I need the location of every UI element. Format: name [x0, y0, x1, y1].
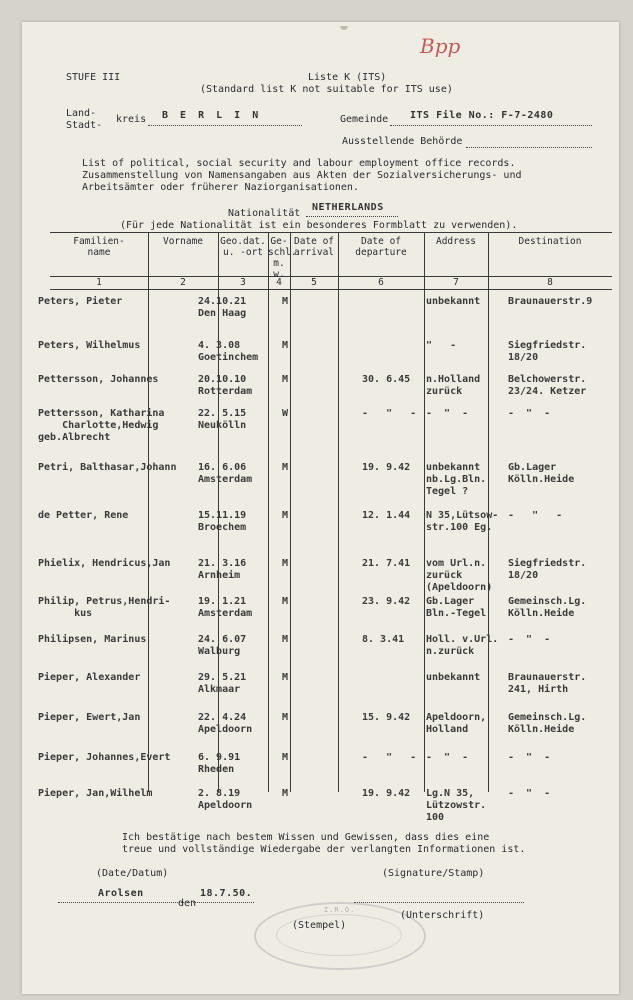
cell-dep: - " - [362, 408, 417, 419]
cell-dest: - " - [508, 752, 551, 763]
gemeinde-dotline [390, 125, 592, 126]
cell-dest: Gb.Lager Kölln.Heide [508, 462, 575, 485]
form-title: Liste K (ITS) [308, 72, 387, 83]
cell-sex: M [282, 374, 289, 385]
col-divider-4 [290, 232, 291, 792]
gemeinde-value: ITS File No.: F-7-2480 [410, 110, 554, 121]
intro-line-3: Arbeitsämter oder früherer Naziorganisationen. [82, 182, 359, 193]
nationality-dotline [306, 216, 398, 217]
handwritten-note: Bpp [420, 34, 461, 58]
cell-dest: Belchowerstr. 23/24. Ketzer [508, 374, 587, 397]
cell-geb: 21. 3.16 Arnheim [198, 558, 247, 581]
cell-dep: 19. 9.42 [362, 788, 411, 799]
cell-name: Pettersson, Katharina Charlotte,Hedwig geb.Albrecht [38, 408, 165, 443]
cell-sex: M [282, 788, 289, 799]
cell-dest: Gemeinsch.Lg. Kölln.Heide [508, 596, 587, 619]
cell-addr: unbekannt nb.Lg.Bln. Tegel ? [426, 462, 487, 497]
kreis-value: B E R L I N [162, 110, 262, 121]
cell-geb: 2. 8.19 Apeldoorn [198, 788, 253, 811]
cell-addr: Holl. v.Url. n.zurück [426, 634, 499, 657]
cell-dep: 15. 9.42 [362, 712, 411, 723]
cell-dest: Siegfriedstr. 18/20 [508, 558, 587, 581]
cell-sex: M [282, 510, 289, 521]
cell-geb: 24.10.21 Den Haag [198, 296, 247, 319]
cell-dep: 30. 6.45 [362, 374, 411, 385]
stamp-text: I.R.O. [324, 906, 356, 914]
cell-addr: unbekannt [426, 296, 481, 307]
column-number-7: 7 [453, 277, 459, 288]
certify-line-1: Ich bestätige nach bestem Wissen und Gewissen, dass dies eine [122, 832, 490, 843]
cell-sex: M [282, 462, 289, 473]
column-number-2: 2 [180, 277, 186, 288]
cell-geb: 24. 6.07 Walburg [198, 634, 247, 657]
cell-geb: 22. 4.24 Apeldoorn [198, 712, 253, 735]
kreis-dotline [148, 125, 302, 126]
cell-dep: 23. 9.42 [362, 596, 411, 607]
signature-label: (Signature/Stamp) [382, 868, 485, 879]
cell-dep: - " - [362, 752, 417, 763]
cell-name: Petri, Balthasar,Johann [38, 462, 177, 473]
date-label: (Date/Datum) [96, 868, 169, 879]
cell-sex: M [282, 712, 289, 723]
cell-sex: M [282, 296, 289, 307]
cell-dest: - " - [508, 510, 563, 521]
column-header-7: Address [435, 236, 477, 247]
gemeinde-label: Gemeinde [340, 114, 389, 125]
punch-hole [340, 26, 348, 30]
cell-addr: vom Url.n. zurück (Apeldoorn) [426, 558, 493, 593]
nationality-value: NETHERLANDS [312, 202, 384, 213]
cell-geb: 22. 5.15 Neukölln [198, 408, 247, 431]
cell-dest: - " - [508, 408, 551, 419]
stadt-label: Stadt- [66, 120, 103, 131]
cell-dep: 12. 1.44 [362, 510, 411, 521]
cell-addr: N 35,Lütsow- str.100 Eg. [426, 510, 499, 533]
den-label: den [178, 898, 197, 909]
cell-geb: 15.11.19 Broechem [198, 510, 247, 533]
col-divider-6 [424, 232, 425, 792]
cell-addr: Apeldoorn, Holland [426, 712, 487, 735]
column-header-6: Date of departure [355, 236, 407, 258]
cell-dest: Siegfriedstr. 18/20 [508, 340, 587, 363]
cell-sex: M [282, 634, 289, 645]
cell-geb: 4. 3.08 Goetinchem [198, 340, 259, 363]
column-header-3: Geo.dat. u. -ort [220, 236, 266, 258]
cell-name: Pieper, Johannes,Evert [38, 752, 171, 763]
cell-sex: M [282, 672, 289, 683]
column-number-6: 6 [378, 277, 384, 288]
unterschrift-label: (Unterschrift) [400, 910, 485, 921]
col-divider-1 [148, 232, 149, 792]
cell-dep: 21. 7.41 [362, 558, 411, 569]
document-page [22, 22, 619, 994]
cell-dep: 19. 9.42 [362, 462, 411, 473]
cell-geb: 19. 1.21 Amsterdam [198, 596, 253, 619]
cell-name: Peters, Wilhelmus [38, 340, 141, 351]
cell-sex: M [282, 596, 289, 607]
form-subtitle: (Standard list K not suitable for ITS use) [200, 84, 453, 95]
intro-line-2: Zusammenstellung von Namensangaben aus Akten der Sozialversicherungs- und [82, 170, 522, 181]
cell-dest: - " - [508, 788, 551, 799]
column-header-2: Vorname [162, 236, 204, 247]
behoerde-dotline [466, 147, 592, 148]
column-number-8: 8 [547, 277, 553, 288]
certify-line-2: treue und vollständige Wiedergabe der verlangten Informationen ist. [122, 844, 526, 855]
table-top-rule [50, 232, 612, 233]
cell-geb: 16. 6.06 Amsterdam [198, 462, 253, 485]
cell-sex: M [282, 752, 289, 763]
cell-name: Philip, Petrus,Hendri- kus [38, 596, 171, 619]
cell-geb: 20.10.10 Rotterdam [198, 374, 253, 397]
stufe-label: STUFE III [66, 72, 121, 83]
table-number-rule [50, 289, 612, 290]
date-value: 18.7.50. [200, 888, 253, 899]
cell-geb: 29. 5.21 Alkmaar [198, 672, 247, 695]
column-number-4: 4 [276, 277, 282, 288]
col-divider-5 [338, 232, 339, 792]
cell-dep: 8. 3.41 [362, 634, 405, 645]
cell-name: Phielix, Hendricus,Jan [38, 558, 171, 569]
cell-addr: " - [426, 340, 457, 351]
column-header-1: Familien- name [73, 236, 125, 258]
behoerde-label: Ausstellende Behörde [342, 136, 463, 147]
column-number-5: 5 [311, 277, 317, 288]
cell-name: de Petter, Rene [38, 510, 129, 521]
column-header-5: Date of arrival [293, 236, 335, 258]
cell-addr: Lg.N 35, Lützowstr. 100 [426, 788, 487, 823]
cell-addr: n.Holland zurück [426, 374, 481, 397]
cell-name: Pieper, Ewert,Jan [38, 712, 141, 723]
nationality-note: (Für jede Nationalität ist ein besonderes Formblatt zu verwenden). [120, 220, 518, 231]
column-header-8: Destination [518, 236, 582, 247]
cell-addr: - " - [426, 408, 469, 419]
kreis-label: kreis [116, 114, 147, 125]
signature-dotline [354, 902, 524, 903]
cell-addr: Gb.Lager Bln.-Tegel [426, 596, 487, 619]
cell-geb: 6. 9.91 Rheden [198, 752, 241, 775]
cell-dest: - " - [508, 634, 551, 645]
date-dotline [58, 902, 254, 903]
intro-line-1: List of political, social security and labour employment office records. [82, 158, 516, 169]
cell-name: Pettersson, Johannes [38, 374, 159, 385]
cell-name: Pieper, Jan,Wilhelm [38, 788, 153, 799]
column-number-1: 1 [96, 277, 102, 288]
land-label: Land- [66, 108, 97, 119]
cell-sex: M [282, 340, 289, 351]
cell-sex: W [282, 408, 289, 419]
cell-name: Philipsen, Marinus [38, 634, 147, 645]
col-divider-3 [268, 232, 269, 792]
column-header-4: Ge- schl. m. w. [268, 236, 297, 280]
cell-addr: unbekannt [426, 672, 481, 683]
cell-dest: Gemeinsch.Lg. Kölln.Heide [508, 712, 587, 735]
cell-addr: - " - [426, 752, 469, 763]
cell-dest: Braunauerstr. 241, Hirth [508, 672, 587, 695]
nationality-label: Nationalität [228, 208, 301, 219]
cell-name: Peters, Pieter [38, 296, 123, 307]
cell-dest: Braunauerstr.9 [508, 296, 593, 307]
column-number-3: 3 [240, 277, 246, 288]
cell-name: Pieper, Alexander [38, 672, 141, 683]
stempel-label: (Stempel) [292, 920, 347, 931]
cell-sex: M [282, 558, 289, 569]
place-value: Arolsen [98, 888, 144, 899]
